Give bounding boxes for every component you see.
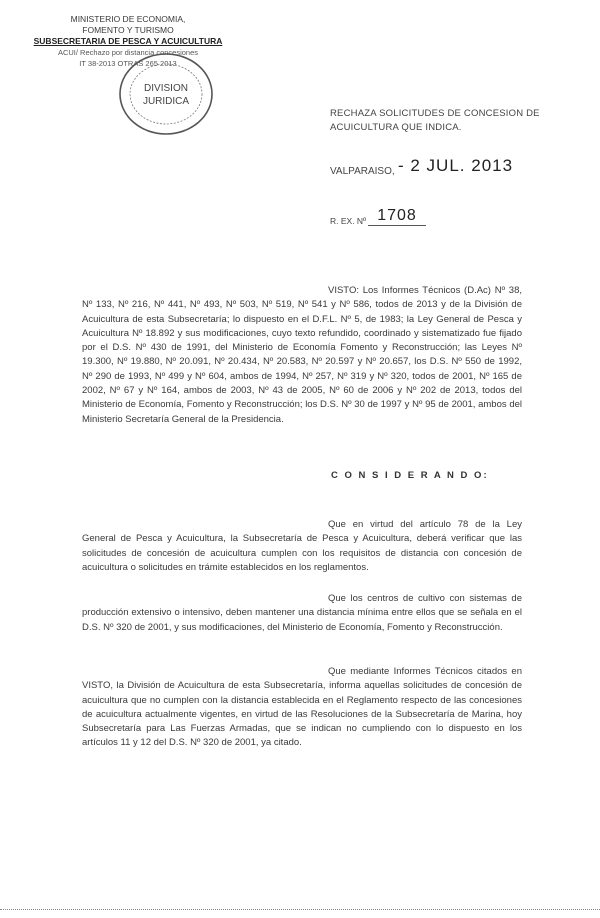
stamp-seal — [112, 46, 220, 142]
reference-line-2: IT 38-2013 OTRAS 265 2013 — [79, 59, 177, 68]
subsecretaria-name: SUBSECRETARIA DE PESCA Y ACUICULTURA — [33, 36, 223, 46]
resolution-subject: RECHAZA SOLICITUDES DE CONCESION DE ACUICULTURA QUE INDICA. — [330, 108, 540, 133]
considerando-paragraph-1: Que en virtud del artículo 78 de la Ley General de Pesca y Acuicultura, la Subsecretaría de Pesca y Acuicultura, deberá verificar que las solicitudes de concesión de acuicultura cumplen con los requisitos de distancia con concesión de acuicultura o solicitudes en trámite establecidos en los reglamentos. — [82, 519, 522, 573]
resolution-number: 1708 — [368, 207, 426, 226]
stamp-line-1: DIVISION — [144, 83, 188, 94]
reference-line-1: ACUI/ Rechazo por distancia concesiones — [57, 48, 199, 57]
stamp-line-2: JURIDICA — [142, 96, 190, 107]
considerando-paragraph-2: Que los centros de cultivo con sistemas de producción extensivo o intensivo, deben mantener una distancia mínima entre ellos que se señala en el D.S. Nº 320 de 2001, y sus modificaciones, del Ministerio de Economía, Fomento y Reconstrucción. — [82, 593, 522, 633]
ministry-line-2: FOMENTO Y TURISMO — [82, 25, 174, 35]
resolution-date: - 2 JUL. 2013 — [398, 156, 514, 175]
considerando-paragraph-3: Que mediante Informes Técnicos citados en VISTO, la División de Acuicultura de esta Subsecretaría, informa aquellas solicitudes de concesión de acuicultura que no cumplen con la distancia establecida en el Reglamento respecto de las concesiones de acuicultura actualmente vigentes, en virtud de las Resoluciones de la Subsecretaría de Marina, hoy Subsecretaría para Las Fuerzas Armadas, que se indican no cumpliendo con lo dispuesto en los artículos 11 y 12 del D.S. Nº 320 de 2001, ya citado. — [82, 666, 522, 749]
resolution-number-label: R. EX. Nº — [330, 216, 367, 226]
division-juridica-stamp — [112, 46, 220, 142]
scan-footer-line — [0, 909, 600, 912]
place-label: VALPARAISO, — [330, 166, 395, 177]
ministry-line-1: MINISTERIO DE ECONOMIA, — [70, 14, 186, 24]
visto-paragraph: VISTO: Los Informes Técnicos (D.Ac) Nº 38, Nº 133, Nº 216, Nº 441, Nº 493, Nº 503, Nº 519, Nº 541 y Nº 586, todos de 2013 y de la División de Acuicultura de esta Subsecretaría; lo dispuesto en el D.F.L. Nº 5, de 1983; la Ley General de Pesca y Acuicultura Nº 18.892 y sus modificaciones, cuyo texto refundido, coordinado y sistematizado fue fijado por el D.S. Nº 430 de 1991, del Ministerio de Economía Fomento y Reconstrucción; las Leyes Nº 19.300, Nº 19.880, Nº 20.091, Nº 20.434, Nº 20.583, Nº 20.597 y Nº 20.657, los D.S. Nº 550 de 1992, Nº 290 de 1993, Nº 499 y Nº 604, ambos de 1994, Nº 257, Nº 319 y Nº 320, todos de 2001, Nº 165 de 2002, Nº 67 y Nº 164, ambos de 2003, Nº 43 de 2005, Nº 60 de 2006 y Nº 202 de 2013, todos del Ministerio de Economía, Fomento y Reconstrucción; los D.S. Nº 30 de 1997 y Nº 95 de 2001, ambos del Ministerio Secretaría General de la Presidencia. — [82, 285, 522, 425]
considerando-heading: C O N S I D E R A N D O: — [331, 470, 489, 481]
